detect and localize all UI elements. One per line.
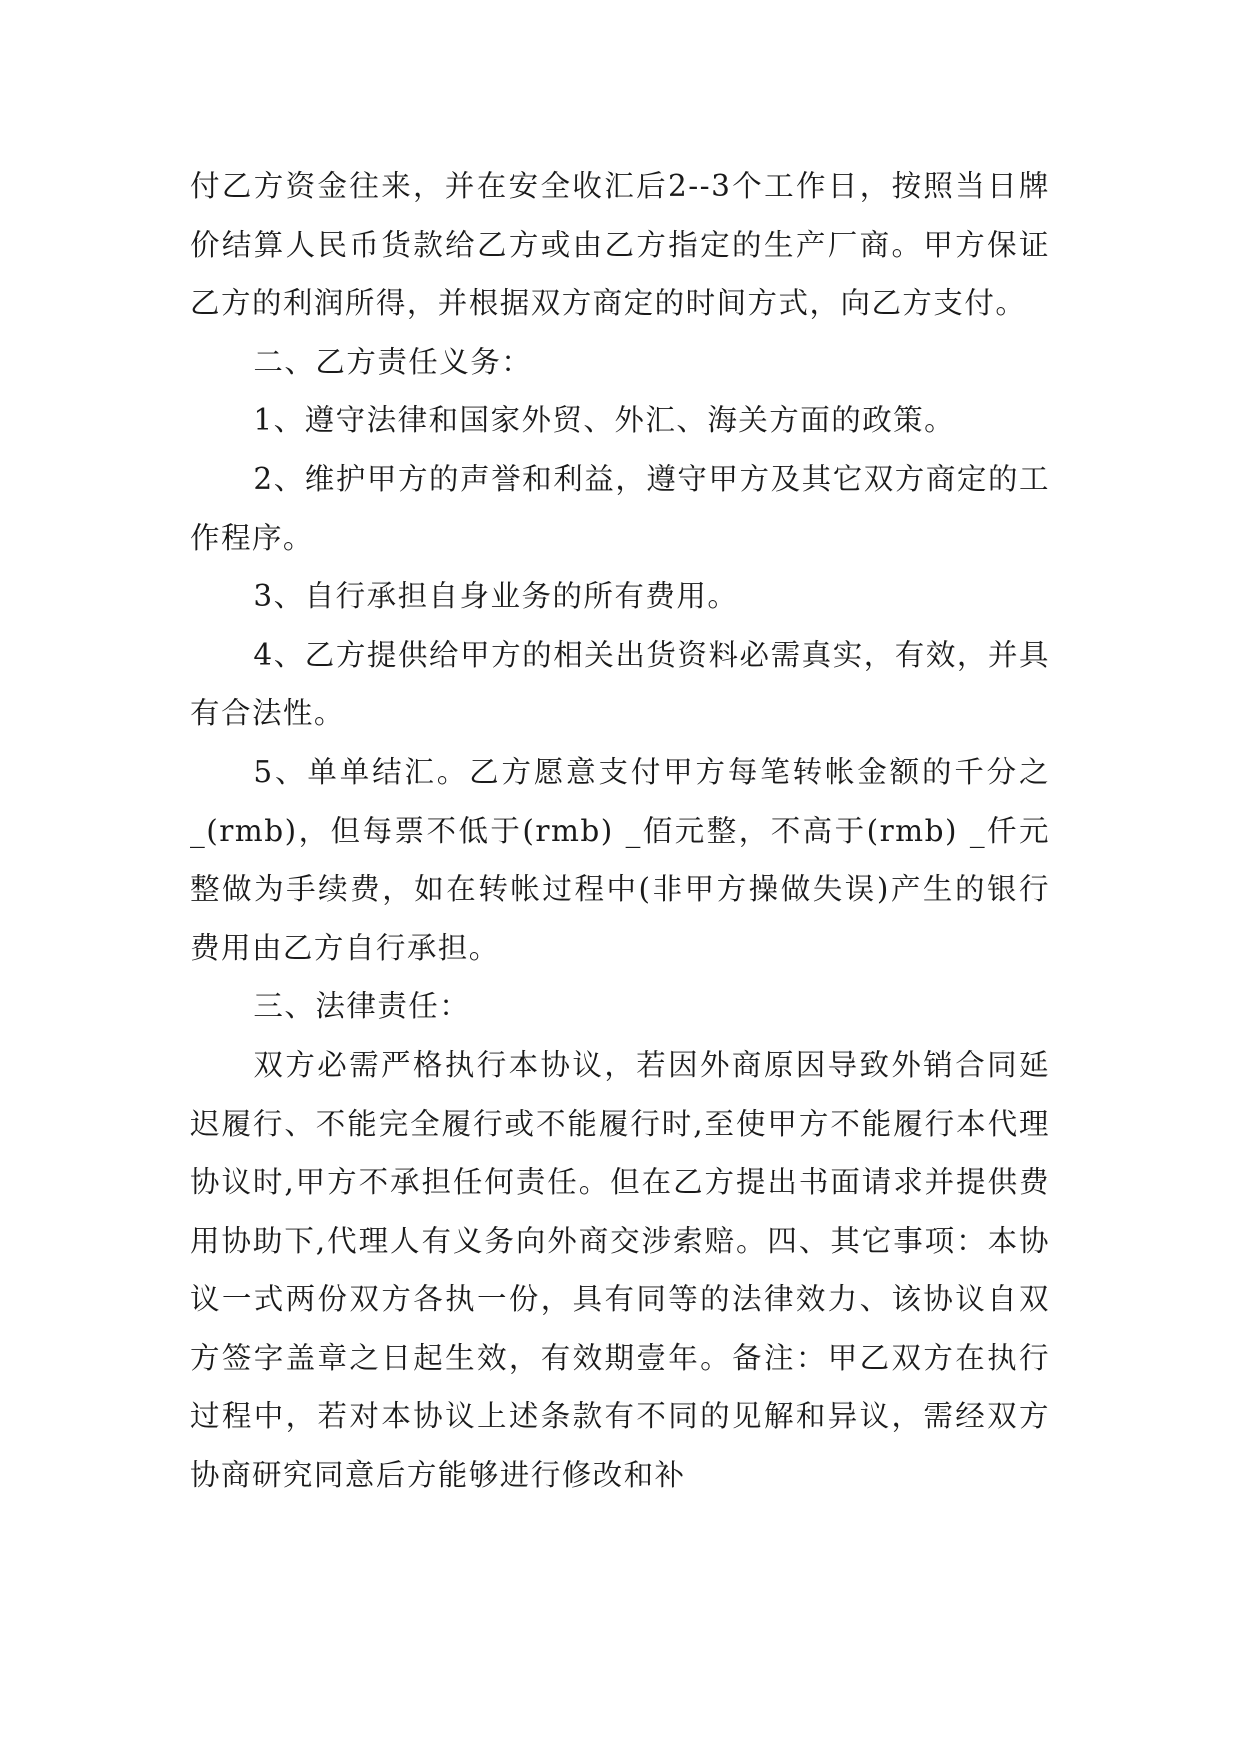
document-body [190,157,1050,1505]
paragraph-payment-continuation: 付乙方资金往来，并在安全收汇后2--3个工作日，按照当日牌价结算人民币货款给乙方或由乙方指定的生产厂商。甲方保证乙方的利润所得，并根据双方商定的时间方式，向乙方支付。 [190,169,1050,321]
duty-item-1: 1、遵守法律和国家外贸、外汇、海关方面的政策。 [253,403,956,438]
duty-item-4: 4、乙方提供给甲方的相关出货资料必需真实，有效，并具有合法性。 [190,637,1050,731]
paragraph-legal-liability: 双方必需严格执行本协议，若因外商原因导致外销合同延迟履行、不能完全履行或不能履行时,至使甲方不能履行本代理协议时,甲方不承担任何责任。但在乙方提出书面请求并提供费用协助下,代理人有义务向外商交涉索赔。四、其它事项：本协议一式两份双方各执一份，具有同等的法律效力、该协议自双方签字盖章之日起生效，有效期壹年。备注：甲乙双方在执行过程中，若对本协议上述条款有不同的见解和异议，需经双方协商研究同意后方能够进行修改和补 [190,1047,1050,1493]
duty-item-3: 3、自行承担自身业务的所有费用。 [253,579,739,614]
duty-item-2: 2、维护甲方的声誉和利益，遵守甲方及其它双方商定的工作程序。 [190,461,1050,555]
duty-item-5: 5、单单结汇。乙方愿意支付甲方每笔转帐金额的千分之_(rmb)，但每票不低于(rmb) _佰元整，不高于(rmb) _仟元整做为手续费，如在转帐过程中(非甲方操做失误)产生的银行费用由乙方自行承担。 [190,754,1050,965]
section-heading-legal-liability: 三、法律责任： [253,989,471,1024]
section-heading-party-b-duties: 二、乙方责任义务： [253,344,533,379]
